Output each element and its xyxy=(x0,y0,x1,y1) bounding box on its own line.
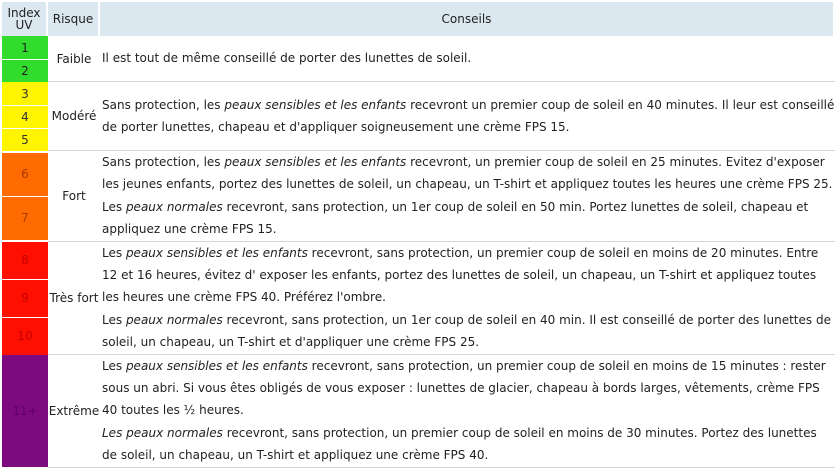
header-index: Index UV xyxy=(2,2,48,36)
uv-level: 5 xyxy=(2,128,48,151)
table-row xyxy=(2,36,835,82)
table-row xyxy=(2,151,835,242)
advice-paragraph: Les peaux normales recevront, sans protection, un 1er coup de soleil en 40 min. Il est conseillé de porter des lunettes de soleil, un chapeau, un T-shirt et d'appliquer une crème FPS 25. xyxy=(102,312,831,350)
uv-level-cell xyxy=(2,242,48,355)
uv-level: 10 xyxy=(2,317,48,355)
advice-paragraph: Les peaux normales recevront, sans protection, un 1er coup de soleil en 50 min. Portez lunettes de soleil, chapeau et appliquez une crème FPS 15. xyxy=(102,199,809,237)
table-row xyxy=(2,355,835,468)
advice-text: Sans protection, les peaux sensibles et les enfants recevront un premier coup de soleil en 40 minutes. Il leur est conseillé de porter lunettes, chapeau et d'appliquer soigneusement une crème FPS 15. xyxy=(100,82,835,151)
uv-level-cell xyxy=(2,36,48,82)
uv-level: 11+ xyxy=(2,355,48,467)
advice-text: Il est tout de même conseillé de porter des lunettes de soleil. xyxy=(100,36,835,82)
header-risk: Risque xyxy=(48,2,100,36)
advice-text xyxy=(100,355,835,468)
advice-paragraph: Les peaux sensibles et les enfants recevront, sans protection, un premier coup de soleil en moins de 15 minutes : rester sous un abri. Si vous êtes obligés de vous exposer : lunettes de glacier, chapeau à bords larges, vêtements, crème FPS 40 toutes les ½ heures. xyxy=(102,358,826,418)
risk-label: Fort xyxy=(48,151,100,242)
uv-level: 2 xyxy=(2,59,48,82)
advice-paragraph: Les peaux normales recevront, sans protection, un premier coup de soleil en moins de 30 minutes. Portez des lunettes de soleil, un chapeau, un T-shirt et appliquez une crème FPS 40. xyxy=(102,425,817,463)
risk-label: Extrême xyxy=(48,355,100,468)
uv-level: 4 xyxy=(2,105,48,128)
uv-level: 7 xyxy=(2,196,48,240)
table-row xyxy=(2,82,835,151)
advice-paragraph: Sans protection, les peaux sensibles et les enfants recevront, un premier coup de soleil en 25 minutes. Evitez d'exposer les jeunes enfants, portez des lunettes de soleil, un chapeau, un T-shirt et appliquez toutes les heures une crème FPS 25. xyxy=(102,155,833,192)
uv-level-cell xyxy=(2,82,48,151)
advice-paragraph: Les peaux sensibles et les enfants recevront, sans protection, un premier coup de soleil en moins de 20 minutes. Entre 12 et 16 heures, évitez d' exposer les enfants, portez des lunettes de soleil, un chapeau, un T-shirt et appliquez toutes les heures une crème FPS 40. Préférez l'ombre. xyxy=(102,245,819,305)
advice-text xyxy=(100,242,835,355)
uv-level: 9 xyxy=(2,279,48,317)
advice-text xyxy=(100,151,835,242)
header-advice: Conseils xyxy=(100,2,835,36)
table-header-row xyxy=(2,2,835,36)
risk-label: Modéré xyxy=(48,82,100,151)
uv-level-cell xyxy=(2,355,48,468)
uv-level-cell xyxy=(2,151,48,242)
uv-level: 3 xyxy=(2,82,48,105)
uv-level: 1 xyxy=(2,36,48,59)
table-row xyxy=(2,242,835,355)
risk-label: Très fort xyxy=(48,242,100,355)
uv-level: 6 xyxy=(2,153,48,196)
uv-index-table xyxy=(2,2,835,468)
risk-label: Faible xyxy=(48,36,100,82)
uv-level: 8 xyxy=(2,242,48,279)
